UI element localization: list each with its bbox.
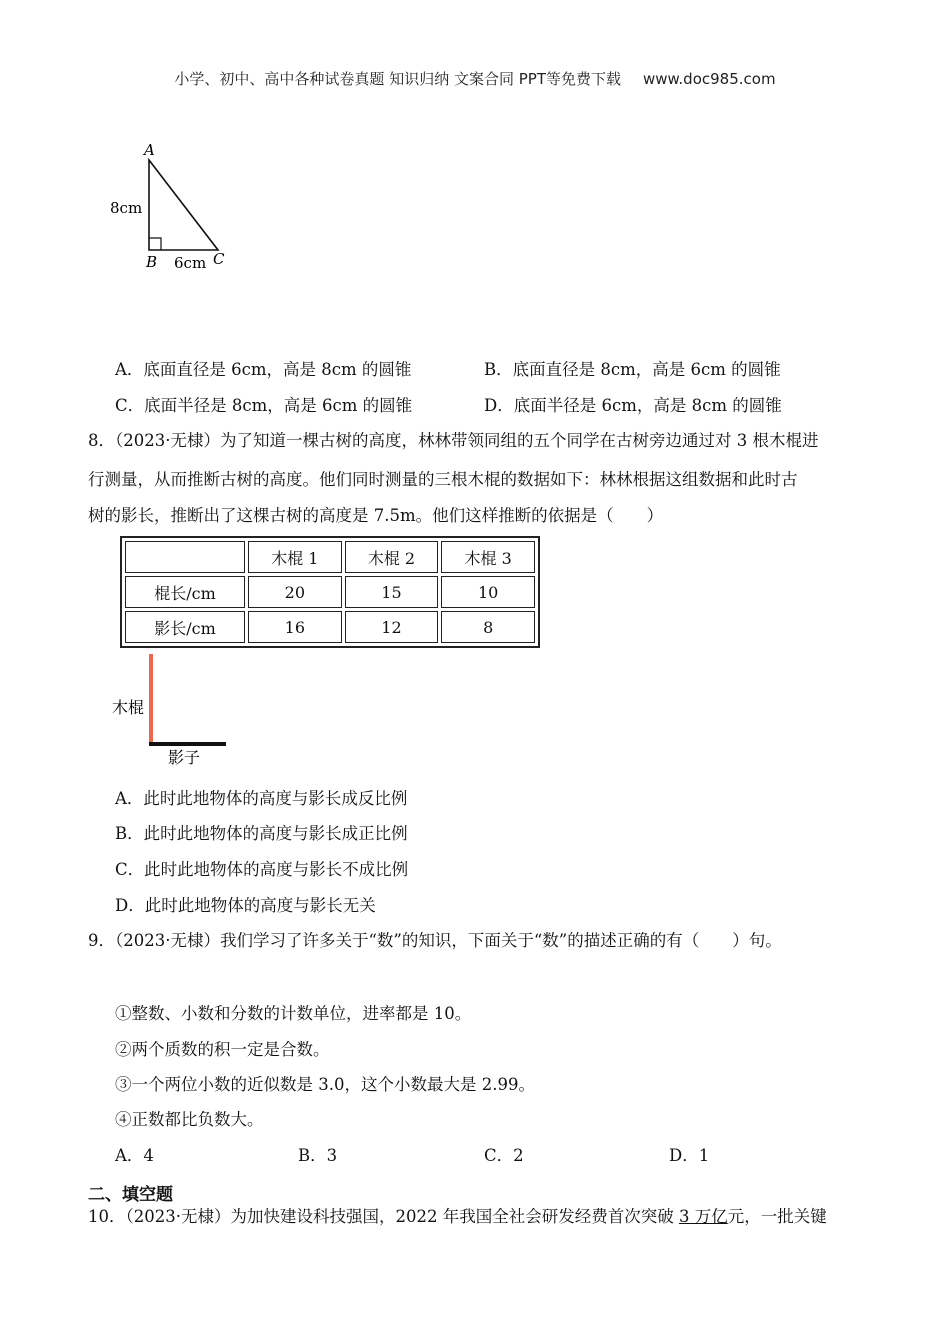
triangle-shape xyxy=(149,160,218,250)
shadow-label: 影子 xyxy=(168,748,201,767)
table-header-row xyxy=(125,541,535,573)
q8-stem-line1: 8．（2023·无棣）为了知道一棵古树的高度，林林带领同组的五个同学在古树旁边通过对 3 根木棍进 xyxy=(88,431,819,450)
q7-option-a[interactable]: A．底面直径是 6cm，高是 8cm 的圆锥 xyxy=(115,360,412,379)
table-header-cell xyxy=(125,541,245,573)
right-angle-mark xyxy=(149,238,161,250)
stick-label: 木棍 xyxy=(112,698,145,717)
q8-option-c[interactable]: C．此时此地物体的高度与影长不成比例 xyxy=(115,860,409,879)
q8-stem-line3: 树的影长，推断出了这棵古树的高度是 7.5m。他们这样推断的依据是（ ） xyxy=(88,506,664,525)
vertex-a-label: A xyxy=(144,141,155,159)
q9-statement-1: ①整数、小数和分数的计数单位，进率都是 10。 xyxy=(115,1004,472,1023)
q9-option-b[interactable]: B．3 xyxy=(298,1146,338,1165)
q9-stem: 9．（2023·无棣）我们学习了许多关于“数”的知识，下面关于“数”的描述正确的有（ ）句。 xyxy=(88,931,782,950)
table-cell: 10 xyxy=(441,576,535,608)
vertex-c-label: C xyxy=(213,250,225,268)
q9-option-a[interactable]: A．4 xyxy=(115,1146,154,1165)
q7-option-c[interactable]: C．底面半径是 8cm，高是 6cm 的圆锥 xyxy=(115,396,413,415)
q9-statement-2: ②两个质数的积一定是合数。 xyxy=(115,1040,330,1059)
q7-option-b[interactable]: B．底面直径是 8cm，高是 6cm 的圆锥 xyxy=(484,360,781,379)
q10-prefix: 10．（2023·无棣）为加快建设科技强国，2022 年我国全社会研发经费首次突破 xyxy=(88,1207,679,1226)
q8-option-b[interactable]: B．此时此地物体的高度与影长成正比例 xyxy=(115,824,408,843)
table-cell: 20 xyxy=(248,576,342,608)
table-cell: 8 xyxy=(441,611,535,643)
vertex-b-label: B xyxy=(146,253,158,271)
table-header-cell: 木棍 2 xyxy=(345,541,439,573)
table-row-label: 棍长/cm xyxy=(125,576,245,608)
q8-stem-line2: 行测量，从而推断古树的高度。他们同时测量的三根木棍的数据如下：林林根据这组数据和此时古 xyxy=(88,470,798,489)
table-row xyxy=(125,576,535,608)
page-header xyxy=(0,68,950,89)
stick-shadow-figure xyxy=(100,650,240,770)
q9-statement-3: ③一个两位小数的近似数是 3.0，这个小数最大是 2.99。 xyxy=(115,1075,535,1094)
q8-option-a[interactable]: A．此时此地物体的高度与影长成反比例 xyxy=(115,789,408,808)
header-text: 小学、初中、高中各种试卷真题 知识归纳 文案合同 PPT等免费下载 xyxy=(174,70,621,88)
side-bc-label: 6cm xyxy=(174,254,207,272)
q10-suffix: 元，一批关键 xyxy=(727,1207,827,1226)
q10-underlined: 3 万亿 xyxy=(678,1207,728,1226)
table-header-cell: 木棍 3 xyxy=(441,541,535,573)
section-title: 二、填空题 xyxy=(88,1185,173,1205)
table-row xyxy=(125,611,535,643)
table-row-label: 影长/cm xyxy=(125,611,245,643)
triangle-figure xyxy=(100,138,240,278)
header-url[interactable]: www.doc985.com xyxy=(642,70,776,88)
q10-stem xyxy=(88,1205,827,1229)
table-cell: 15 xyxy=(345,576,439,608)
q7-option-d[interactable]: D．底面半径是 6cm，高是 8cm 的圆锥 xyxy=(484,396,782,415)
q8-option-d[interactable]: D．此时此地物体的高度与影长无关 xyxy=(115,896,376,915)
table-cell: 16 xyxy=(248,611,342,643)
q9-statement-4: ④正数都比负数大。 xyxy=(115,1110,264,1129)
table-cell: 12 xyxy=(345,611,439,643)
q9-option-d[interactable]: D．1 xyxy=(669,1146,710,1165)
q9-option-c[interactable]: C．2 xyxy=(484,1146,524,1165)
side-ab-label: 8cm xyxy=(110,199,143,217)
q8-data-table xyxy=(120,536,540,648)
table-header-cell: 木棍 1 xyxy=(248,541,342,573)
